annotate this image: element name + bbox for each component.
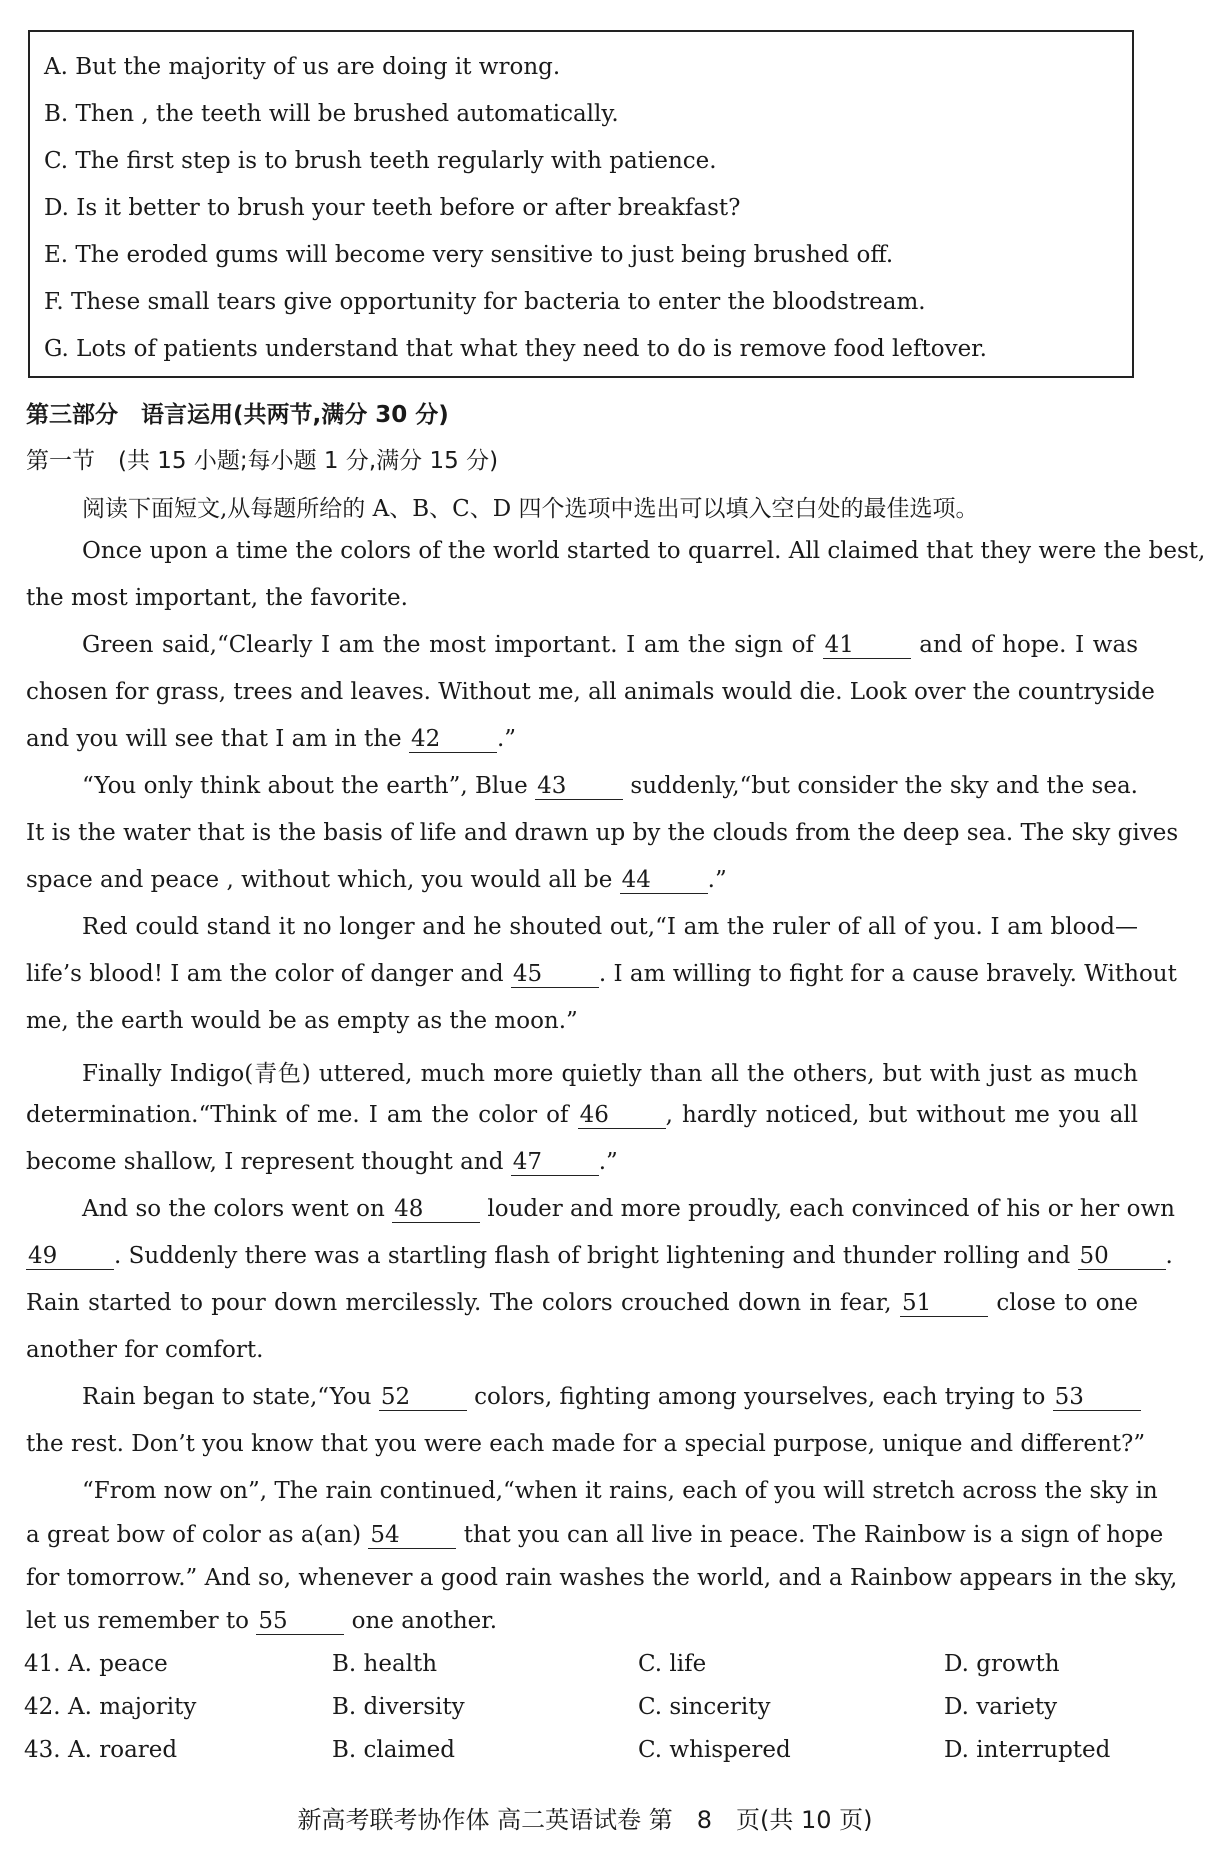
passage-line: And so the colors went on 48 louder and more proudly, each convinced of his or her own	[82, 1196, 1175, 1222]
choice-row-43	[24, 1737, 1144, 1771]
choice-b: B. diversity	[332, 1694, 465, 1720]
passage-line: me, the earth would be as empty as the moon.”	[26, 1008, 578, 1034]
choice-c: C. sincerity	[638, 1694, 771, 1720]
passage-line: “You only think about the earth”, Blue 43 suddenly,“but consider the sky and the sea.	[82, 773, 1138, 799]
option-d: D. Is it better to brush your teeth before or after breakfast?	[44, 195, 741, 221]
passage-line: another for comfort.	[26, 1337, 264, 1363]
option-g: G. Lots of patients understand that what they need to do is remove food leftover.	[44, 336, 987, 362]
choice-d: D. interrupted	[944, 1737, 1111, 1763]
choice-c: C. whispered	[638, 1737, 791, 1763]
passage-line: and you will see that I am in the 42 .”	[26, 726, 517, 752]
passage-line: the most important, the favorite.	[26, 585, 408, 611]
choice-row-42	[24, 1694, 1144, 1728]
blank-48: 48	[392, 1197, 480, 1223]
passage-line: the rest. Don’t you know that you were each made for a special purpose, unique and different?”	[26, 1431, 1146, 1457]
option-e: E. The eroded gums will become very sensitive to just being brushed off.	[44, 242, 894, 268]
blank-45: 45	[511, 962, 599, 988]
blank-50: 50	[1078, 1244, 1166, 1270]
option-f: F. These small tears give opportunity for bacteria to enter the bloodstream.	[44, 289, 926, 315]
passage-line: It is the water that is the basis of life and drawn up by the clouds from the deep sea. The sky gives	[26, 820, 1179, 846]
choice-a: A. roared	[68, 1737, 178, 1763]
passage-line: a great bow of color as a(an) 54 that you can all live in peace. The Rainbow is a sign of hope	[26, 1522, 1164, 1548]
passage-line: let us remember to 55 one another.	[26, 1608, 498, 1634]
blank-43: 43	[535, 774, 623, 800]
blank-46: 46	[578, 1103, 666, 1129]
passage-line: Red could stand it no longer and he shouted out,“I am the ruler of all of you. I am blood—	[82, 914, 1138, 940]
passage-line: for tomorrow.” And so, whenever a good rain washes the world, and a Rainbow appears in the sky,	[26, 1565, 1178, 1591]
choice-a: A. majority	[68, 1694, 197, 1720]
passage-line: Green said,“Clearly I am the most important. I am the sign of 41 and of hope. I was	[82, 632, 1139, 658]
blank-54: 54	[368, 1523, 456, 1549]
blank-52: 52	[379, 1385, 467, 1411]
passage-line: space and peace , without which, you would all be 44 .”	[26, 867, 727, 893]
choice-num: 41.	[24, 1651, 61, 1677]
blank-53: 53	[1053, 1385, 1141, 1411]
passage-line: Once upon a time the colors of the world started to quarrel. All claimed that they were the best,	[82, 538, 1205, 564]
blank-41: 41	[823, 633, 911, 659]
choice-a: A. peace	[68, 1651, 168, 1677]
option-b: B. Then , the teeth will be brushed automatically.	[44, 101, 619, 127]
choice-b: B. health	[332, 1651, 438, 1677]
blank-51: 51	[900, 1291, 988, 1317]
blank-55: 55	[256, 1609, 344, 1635]
section-title: 第一节 (共 15 小题;每小题 1 分,满分 15 分)	[26, 448, 499, 474]
choice-row-41	[24, 1651, 1144, 1685]
choice-num: 43.	[24, 1737, 61, 1763]
option-a: A. But the majority of us are doing it wrong.	[44, 54, 561, 80]
passage-line: determination.“Think of me. I am the color of 46 , hardly noticed, but without me you all	[26, 1102, 1138, 1128]
blank-42: 42	[409, 727, 497, 753]
choice-d: D. variety	[944, 1694, 1058, 1720]
choice-d: D. growth	[944, 1651, 1060, 1677]
passage-line: Rain began to state,“You 52 colors, fighting among yourselves, each trying to 53	[82, 1384, 1138, 1411]
choice-num: 42.	[24, 1694, 61, 1720]
passage-line: Finally Indigo(青色) uttered, much more quietly than all the others, but with just as much	[82, 1061, 1138, 1087]
passage-line: Rain started to pour down mercilessly. The colors crouched down in fear, 51 close to one	[26, 1290, 1139, 1316]
options-box	[28, 30, 1134, 378]
instruction: 阅读下面短文,从每题所给的 A、B、C、D 四个选项中选出可以填入空白处的最佳选项。	[82, 496, 979, 522]
passage-line: chosen for grass, trees and leaves. Without me, all animals would die. Look over the countryside	[26, 679, 1155, 705]
passage-line: life’s blood! I am the color of danger and 45 . I am willing to fight for a cause bravely. Without	[26, 961, 1177, 987]
part-title: 第三部分 语言运用(共两节,满分 30 分)	[26, 402, 449, 428]
passage-line: 49 . Suddenly there was a startling flash of bright lightening and thunder rolling and 50 .	[28, 1243, 1173, 1269]
passage-line: “From now on”, The rain continued,“when it rains, each of you will stretch across the sky in	[82, 1478, 1158, 1504]
page-footer: 新高考联考协作体 高二英语试卷 第 8 页(共 10 页)	[297, 1806, 873, 1834]
passage-line: become shallow, I represent thought and 47 .”	[26, 1149, 618, 1175]
blank-49: 49	[26, 1244, 114, 1270]
blank-47: 47	[511, 1150, 599, 1176]
choice-c: C. life	[638, 1651, 707, 1677]
choice-b: B. claimed	[332, 1737, 455, 1763]
blank-44: 44	[620, 868, 708, 894]
option-c: C. The first step is to brush teeth regularly with patience.	[44, 148, 717, 174]
